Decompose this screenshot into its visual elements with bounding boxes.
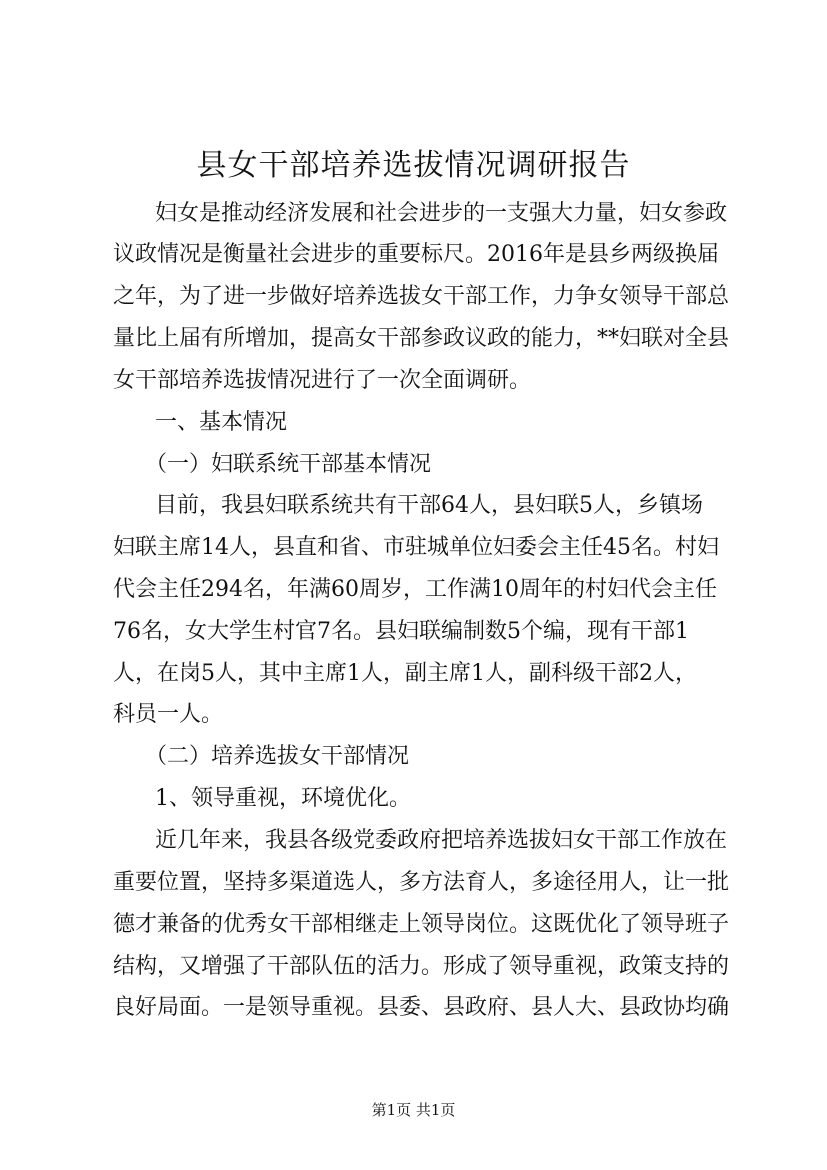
body-line: 妇女是推动经济发展和社会进步的一支强大力量，妇女参政 [155,201,728,226]
body-line: 代会主任294名，年满60周岁，工作满10周年的村妇代会主任 [113,577,717,602]
body-line: 之年，为了进一步做好培养选拔女干部工作，力争女领导干部总 [113,284,730,309]
item-heading: 1、领导重视，环境优化。 [155,786,411,811]
body-line: 重要位置，坚持多渠道选人，多方法育人，多途径用人，让一批 [113,870,730,895]
body-line: 结构，又增强了干部队伍的活力。形成了领导重视，政策支持的 [113,954,730,979]
body-line: 目前，我县妇联系统共有干部64人，县妇联5人，乡镇场 [155,493,703,518]
page-number: 第1页 共1页 [371,1101,456,1119]
body-line: 女干部培养选拔情况进行了一次全面调研。 [113,368,532,393]
body-line: 科员一人。 [113,702,224,727]
body-line: 76名，女大学生村官7名。县妇联编制数5个编，现有干部1 [113,619,689,644]
body-line: 德才兼备的优秀女干部相继走上领导岗位。这既优化了领导班子 [113,912,730,937]
subsection-heading: （二）培养选拔女干部情况 [145,744,410,769]
body-line: 量比上届有所增加，提高女干部参政议政的能力，**妇联对全县 [113,326,730,351]
section-heading: 一、基本情况 [155,410,288,435]
body-line: 近几年来，我县各级党委政府把培养选拔妇女干部工作放在 [155,828,728,853]
body-line: 妇联主席14人，县直和省、市驻城单位妇委会主任45名。村妇 [113,535,719,560]
document-title: 县女干部培养选拔情况调研报告 [196,148,631,183]
subsection-heading: （一）妇联系统干部基本情况 [145,452,432,477]
body-line: 良好局面。一是领导重视。县委、县政府、县人大、县政协均确 [113,995,730,1020]
body-line: 议政情况是衡量社会进步的重要标尺。2016年是县乡两级换届 [113,242,719,267]
body-line: 人，在岗5人，其中主席1人，副主席1人，副科级干部2人， [113,661,697,686]
